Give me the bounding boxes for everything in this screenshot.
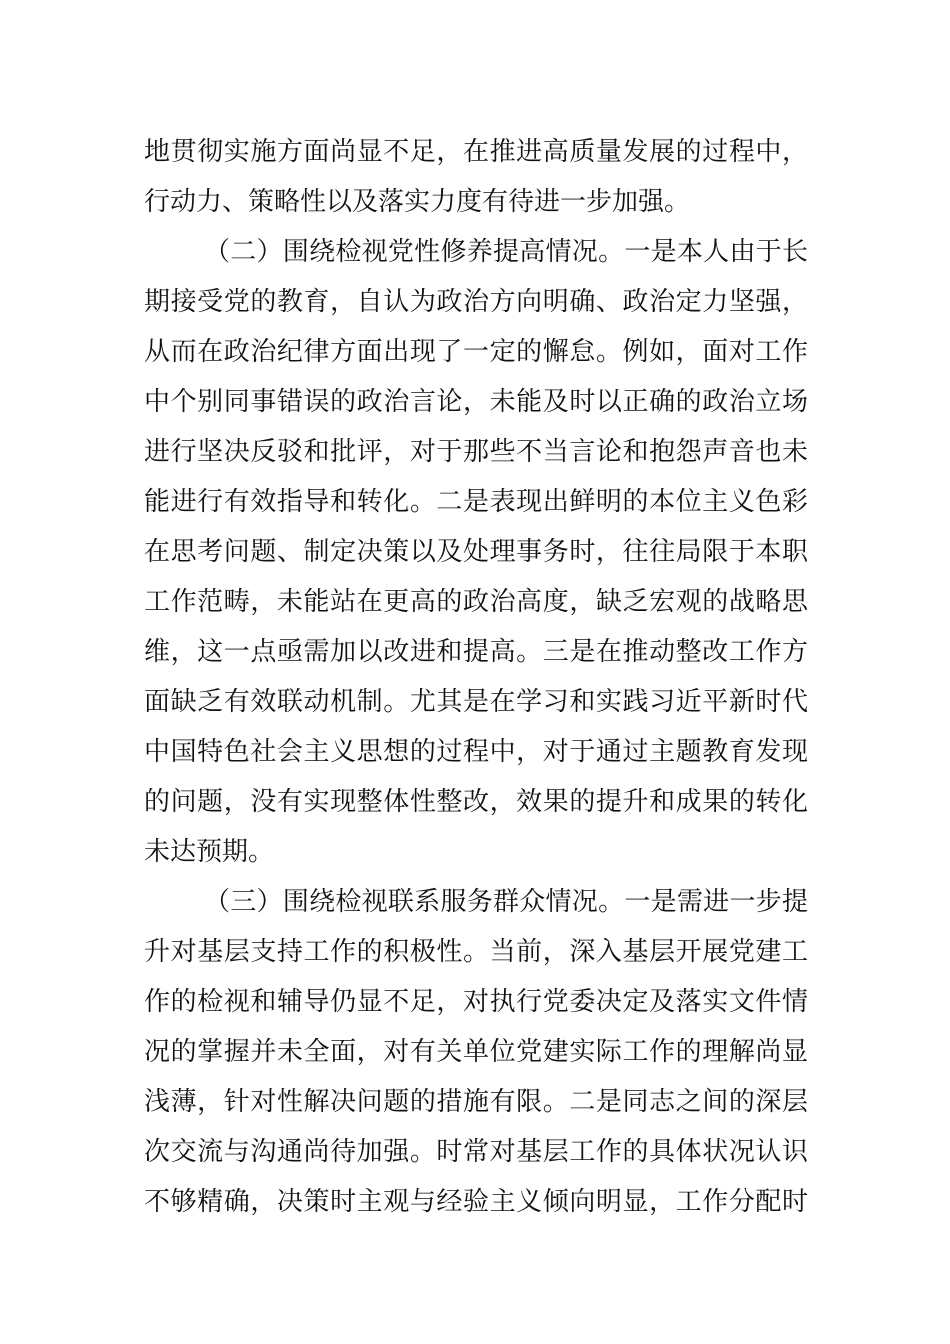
text-line: 况的掌握并未全面，对有关单位党建实际工作的理解尚显: [144, 1037, 808, 1067]
text-line: 未达预期。: [144, 837, 275, 867]
text-line: 维，这一点亟需加以改进和提高。三是在推动整改工作方: [144, 637, 808, 667]
text-line: 从而在政治纪律方面出现了一定的懈怠。例如，面对工作: [144, 337, 808, 367]
text-line: 作的检视和辅导仍显不足，对执行党委决定及落实文件情: [144, 987, 808, 1017]
text-line: 浅薄，针对性解决问题的措施有限。二是同志之间的深层: [144, 1087, 808, 1117]
text-line: 能进行有效指导和转化。二是表现出鲜明的本位主义色彩: [144, 487, 808, 517]
body-text: [144, 127, 808, 1227]
text-line: 进行坚决反驳和批评，对于那些不当言论和抱怨声音也未: [144, 437, 808, 467]
text-line: 的问题，没有实现整体性整改，效果的提升和成果的转化: [144, 787, 808, 817]
section-heading-line: （二）围绕检视党性修养提高情况。一是本人由于长: [204, 237, 808, 267]
text-line: 升对基层支持工作的积极性。当前，深入基层开展党建工: [144, 937, 808, 967]
text-line: 地贯彻实施方面尚显不足，在推进高质量发展的过程中，: [144, 137, 808, 167]
text-line: 面缺乏有效联动机制。尤其是在学习和实践习近平新时代: [144, 687, 808, 717]
text-line: 中国特色社会主义思想的过程中，对于通过主题教育发现: [144, 737, 808, 767]
text-line: 期接受党的教育，自认为政治方向明确、政治定力坚强，: [144, 287, 808, 317]
text-line: 工作范畴，未能站在更高的政治高度，缺乏宏观的战略思: [144, 587, 808, 617]
text-line: 在思考问题、制定决策以及处理事务时，往往局限于本职: [144, 537, 808, 567]
text-line: 次交流与沟通尚待加强。时常对基层工作的具体状况认识: [144, 1137, 808, 1167]
text-line: 不够精确，决策时主观与经验主义倾向明显，工作分配时: [144, 1187, 808, 1217]
text-line: 中个别同事错误的政治言论，未能及时以正确的政治立场: [144, 387, 808, 417]
text-line: 行动力、策略性以及落实力度有待进一步加强。: [144, 187, 691, 217]
section-heading-line: （三）围绕检视联系服务群众情况。一是需进一步提: [204, 887, 808, 917]
